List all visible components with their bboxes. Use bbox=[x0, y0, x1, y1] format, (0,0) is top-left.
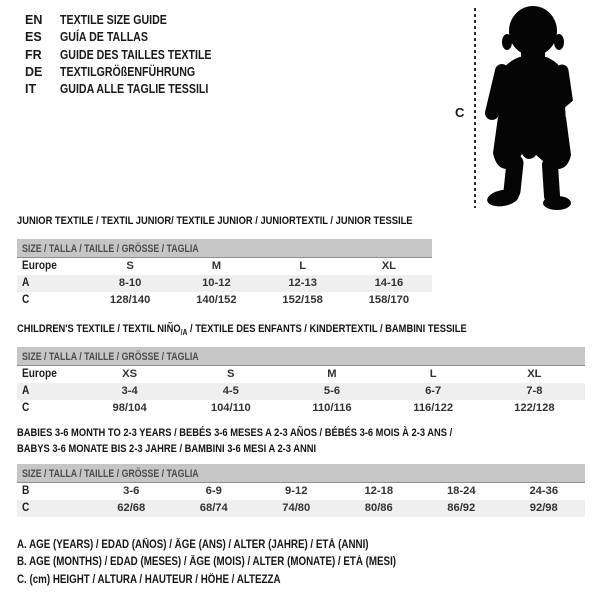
language-row bbox=[25, 47, 238, 64]
cell: 92/98 bbox=[529, 502, 558, 514]
table-row bbox=[17, 275, 432, 292]
cell: L bbox=[429, 368, 437, 381]
junior-table-title bbox=[17, 214, 482, 230]
cell: XS bbox=[122, 368, 138, 381]
childrens-size-table bbox=[17, 347, 585, 417]
table-row bbox=[17, 383, 585, 400]
language-title: GUIDA ALLE TAGLIE TESSILI bbox=[60, 82, 209, 97]
cell: 7-8 bbox=[526, 385, 543, 397]
language-row bbox=[25, 81, 238, 98]
language-title: TEXTILE SIZE GUIDE bbox=[60, 13, 167, 27]
table-row bbox=[17, 483, 585, 500]
cell: S bbox=[126, 260, 134, 273]
junior-table-title-text: JUNIOR TEXTILE / TEXTIL JUNIOR/ TEXTILE JUNIOR / JUNIORTEXTIL / JUNIOR TESSILE bbox=[17, 215, 413, 227]
language-title: GUIDE DES TAILLES TEXTILE bbox=[60, 47, 212, 62]
row-label: B bbox=[22, 485, 30, 498]
cell: XL bbox=[527, 368, 542, 381]
cell: 12-13 bbox=[288, 277, 317, 289]
cell: L bbox=[299, 260, 307, 273]
cell: 104/110 bbox=[210, 402, 251, 414]
babies-size-table bbox=[17, 464, 585, 517]
cell: 3-6 bbox=[123, 485, 140, 498]
cell: 98/104 bbox=[112, 402, 147, 414]
table-row bbox=[17, 258, 432, 275]
cell: 128/140 bbox=[109, 294, 151, 306]
cell: XL bbox=[381, 260, 397, 273]
cell: 9-12 bbox=[285, 485, 308, 498]
measurement-legend bbox=[17, 537, 463, 589]
cell: M bbox=[211, 260, 222, 273]
cell: 5-6 bbox=[323, 385, 341, 397]
language-title: GUÍA DE TALLAS bbox=[60, 30, 148, 45]
cell: 8-10 bbox=[118, 277, 142, 289]
babies-table-title-line1: BABIES 3-6 MONTH TO 2-3 YEARS / BEBÉS 3-6 MESES A 2-3 AÑOS / BÉBÉS 3-6 MOIS À 2-3 ANS / bbox=[17, 427, 453, 439]
cell: 3-4 bbox=[121, 385, 138, 397]
cell: 18-24 bbox=[446, 485, 476, 498]
cell: 24-36 bbox=[529, 485, 559, 498]
cell: 152/158 bbox=[282, 294, 323, 306]
title-subscript: /A bbox=[180, 328, 188, 338]
language-row bbox=[25, 29, 238, 46]
cell: 14-16 bbox=[374, 277, 404, 289]
language-code: IT bbox=[25, 82, 37, 97]
cell: 116/122 bbox=[413, 402, 454, 414]
cell: 122/128 bbox=[514, 402, 555, 414]
row-label: A bbox=[22, 385, 30, 397]
size-header-bar bbox=[17, 239, 432, 258]
cell: M bbox=[327, 368, 337, 381]
cell: S bbox=[227, 368, 235, 381]
size-header-bar bbox=[17, 464, 585, 483]
cell: 68/74 bbox=[199, 502, 228, 514]
cell: 6-9 bbox=[205, 485, 222, 498]
language-code: DE bbox=[25, 64, 43, 79]
table-row bbox=[17, 500, 585, 517]
language-code: EN bbox=[25, 13, 43, 27]
row-label: C bbox=[22, 294, 30, 306]
row-label: C bbox=[22, 402, 30, 414]
table-row bbox=[17, 400, 585, 417]
cell: 62/68 bbox=[117, 502, 146, 514]
cell: 12-18 bbox=[364, 485, 394, 498]
cell: 6-7 bbox=[425, 385, 442, 397]
babies-table-title-line2: BABYS 3-6 MONATE BIS 2-3 JAHRE / BAMBINI 3-6 MESI A 2-3 ANNI bbox=[17, 442, 317, 455]
row-label: Europe bbox=[22, 368, 57, 381]
cell: 140/152 bbox=[196, 294, 237, 306]
childrens-table-title-text: CHILDREN'S TEXTILE / TEXTIL $NIÑO_{/A}$ / TEXTILE DES ENFANTS / KINDERTEXTIL / BAMBINI TESSILE bbox=[17, 323, 467, 338]
baby-silhouette-icon bbox=[477, 5, 581, 217]
row-label: C bbox=[22, 502, 30, 514]
size-header-text: SIZE / TALLA / TAILLE / GRÖSSE / TAGLIA bbox=[22, 243, 199, 255]
language-code: ES bbox=[25, 30, 42, 45]
legend-line-b: B. AGE (MONTHS) / EDAD (MESES) / ÂGE (MOIS) / ALTER (MONATE) / ETÀ (MESI) bbox=[17, 556, 397, 569]
row-label: Europe bbox=[22, 260, 57, 273]
cell: 158/170 bbox=[368, 294, 410, 306]
cell: 74/80 bbox=[282, 502, 311, 514]
childrens-table-title bbox=[17, 322, 546, 341]
row-label: A bbox=[22, 277, 30, 289]
language-row bbox=[25, 12, 238, 29]
junior-size-table bbox=[17, 239, 432, 309]
cell: 80/86 bbox=[364, 502, 393, 514]
size-header-bar bbox=[17, 347, 585, 366]
legend-line-a: A. AGE (YEARS) / EDAD (AÑOS) / ÂGE (ANS) / ALTER (JAHRE) / ETÀ (ANNI) bbox=[17, 539, 369, 551]
cell: 86/92 bbox=[447, 502, 476, 514]
language-code: FR bbox=[25, 47, 42, 62]
table-row bbox=[17, 292, 432, 309]
language-list bbox=[25, 12, 238, 98]
size-header-text: SIZE / TALLA / TAILLE / GRÖSSE / TAGLIA bbox=[22, 351, 199, 363]
size-header-text: SIZE / TALLA / TAILLE / GRÖSSE / TAGLIA bbox=[22, 468, 199, 480]
table-row bbox=[17, 366, 585, 383]
language-title: TEXTILGRÖßENFÜHRUNG bbox=[60, 64, 196, 79]
cell: 10-12 bbox=[202, 277, 231, 289]
cell: 4-5 bbox=[222, 385, 239, 397]
height-label-c: C bbox=[455, 105, 465, 120]
language-row bbox=[25, 64, 238, 81]
height-measure-dashed-line bbox=[474, 8, 476, 208]
legend-line-c: C. (cm) HEIGHT / ALTURA / HAUTEUR / HÖHE / ALTEZZA bbox=[17, 573, 281, 586]
cell: 110/116 bbox=[312, 402, 352, 414]
babies-table-title bbox=[17, 426, 529, 457]
